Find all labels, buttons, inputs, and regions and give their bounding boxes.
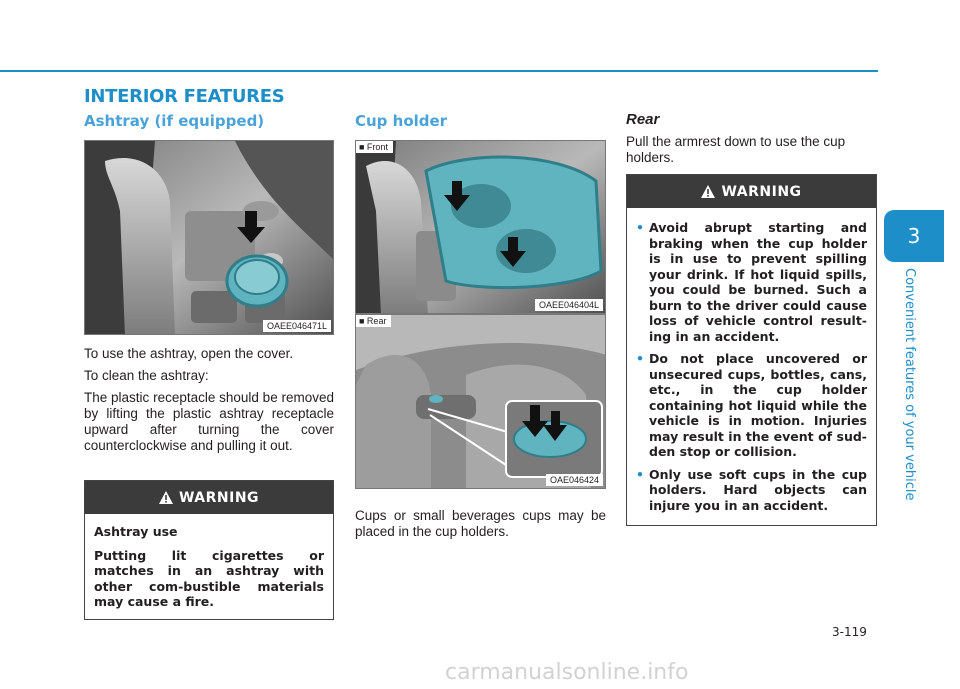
warning-item <box>636 467 867 514</box>
warning-body <box>85 514 333 628</box>
bullet-icon: • <box>636 351 644 366</box>
warning-item-text: Do not place uncovered or unsecured cups, bottles, cans, etc., in the cup holder containing hot liquid while the vehicle is in motion. Injuries may result in the event of sud-den stop or collision. <box>649 351 867 459</box>
chapter-title: Convenient features of your vehicle <box>902 268 917 501</box>
warning-text: Putting lit cigarettes or matches in an ashtray with other com-bustible materials may cause a fire. <box>94 547 324 609</box>
warning-item <box>636 351 867 460</box>
warning-header <box>85 481 333 514</box>
warning-subtitle: Ashtray use <box>94 524 178 539</box>
ashtray-image-code: OAEE046471L <box>263 320 331 332</box>
watermark: carmanualsonline.info <box>445 660 689 685</box>
chapter-title-vertical <box>895 268 925 501</box>
warning-list <box>636 220 867 513</box>
warning-label: WARNING <box>178 489 260 506</box>
ashtray-paragraph: To clean the ashtray: <box>84 368 209 383</box>
front-cup-holder-illustration <box>356 141 606 314</box>
ashtray-paragraph: To use the ashtray, open the cover. <box>84 346 294 361</box>
warning-label: WARNING <box>721 183 802 200</box>
ashtray-heading: Ashtray (if equipped) <box>84 112 265 130</box>
warning-header <box>627 175 876 208</box>
warning-item-text: Avoid abrupt starting and braking when the cup holder is in use to prevent spilling your drink. If hot liquid spills, you could be burned. Such a burn to the driver could cause loss of vehicle control result-ing in an accident. <box>649 220 867 344</box>
rear-text: Pull the armrest down to use the cup holders. <box>626 134 846 165</box>
ashtray-illustration <box>85 141 334 335</box>
cup-holder-text: Cups or small beverages cups may be placed in the cup holders. <box>355 508 606 539</box>
front-cup-holder-photo <box>355 140 606 314</box>
warning-item <box>636 220 867 344</box>
rear-heading: Rear <box>626 111 660 128</box>
rear-label: ■ Rear <box>356 315 391 327</box>
chapter-number: 3 <box>907 224 921 248</box>
page-number: 3-119 <box>832 625 867 639</box>
warning-body <box>627 208 876 530</box>
bullet-icon: • <box>636 466 644 482</box>
ashtray-warning-box <box>84 480 334 620</box>
section-title: INTERIOR FEATURES <box>84 86 285 107</box>
rear-image-code: OAE046424 <box>546 474 603 486</box>
ashtray-paragraph: The plastic receptacle should be removed by lifting the plastic ashtray receptacle upward after turning the cover counterclockwise and pulling it out. <box>84 390 334 453</box>
warning-item-text: Only use soft cups in the cup holders. Hard objects can injure you in an accident. <box>649 466 867 513</box>
ashtray-body <box>84 346 334 460</box>
front-label: ■ Front <box>356 141 393 153</box>
chapter-tab <box>884 210 944 262</box>
front-image-code: OAEE046404L <box>535 299 603 311</box>
cup-holder-heading: Cup holder <box>355 112 448 130</box>
rear-warning-box <box>626 174 877 526</box>
warning-triangle-icon <box>159 491 173 504</box>
rear-cup-holder-illustration <box>356 315 606 489</box>
rear-cup-holder-photo <box>355 314 606 489</box>
warning-triangle-icon <box>701 185 715 198</box>
ashtray-photo <box>84 140 334 335</box>
header-rule <box>0 70 878 72</box>
bullet-icon: • <box>636 220 644 235</box>
